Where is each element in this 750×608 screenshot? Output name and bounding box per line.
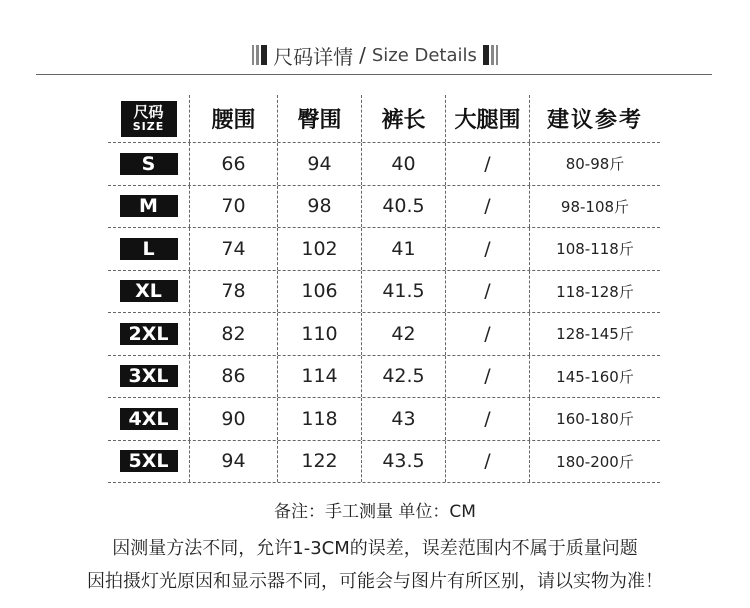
thigh-cell — [446, 313, 530, 355]
hip-cell — [278, 228, 362, 270]
thigh-cell — [446, 143, 530, 185]
right-bars-decoration — [483, 45, 498, 65]
thigh-cell-value: / — [484, 365, 491, 388]
recommendation-cell-value: 128-145斤 — [556, 325, 634, 344]
hip-cell-value: 102 — [301, 237, 338, 260]
thigh-cell-value: / — [484, 322, 491, 345]
length-cell-value: 43.5 — [382, 450, 425, 473]
thigh-cell-value: / — [484, 152, 491, 175]
hip-cell — [278, 271, 362, 313]
table-row — [108, 398, 660, 441]
recommendation-cell-value: 98-108斤 — [560, 197, 630, 216]
thigh-cell — [446, 271, 530, 313]
hip-cell-value: 106 — [301, 280, 338, 303]
length-cell-value: 41.5 — [382, 280, 425, 303]
recommendation-cell — [530, 441, 660, 483]
recommendation-cell-value: 145-160斤 — [556, 367, 634, 386]
recommendation-cell-value: 160-180斤 — [556, 410, 634, 429]
waist-cell-value: 86 — [221, 365, 246, 388]
hip-cell-value: 118 — [301, 407, 338, 430]
length-cell — [362, 398, 446, 440]
size-cell — [108, 398, 190, 440]
waist-cell — [190, 356, 278, 398]
length-cell — [362, 186, 446, 228]
size-table — [108, 95, 660, 483]
length-cell — [362, 441, 446, 483]
waist-cell — [190, 313, 278, 355]
waist-cell — [190, 143, 278, 185]
title-en: Size Details — [371, 44, 477, 66]
header-thigh: 大腿围 — [446, 95, 530, 142]
hip-cell — [278, 186, 362, 228]
size-cell — [108, 228, 190, 270]
title-divider — [36, 74, 712, 75]
note-tolerance: 因测量方法不同，允许1-3CM的误差，误差范围内不属于质量问题 — [112, 538, 638, 559]
length-cell-value: 43 — [391, 407, 416, 430]
left-bars-decoration — [252, 45, 267, 65]
waist-cell-value: 74 — [221, 237, 246, 260]
page-title — [252, 41, 498, 70]
waist-cell — [190, 186, 278, 228]
thigh-cell-value: / — [484, 407, 491, 430]
length-cell-value: 40.5 — [382, 195, 425, 218]
table-header-row — [108, 95, 660, 143]
hip-cell-value: 114 — [301, 365, 338, 388]
hip-cell-value: 98 — [307, 195, 332, 218]
hip-cell-value: 122 — [301, 450, 338, 473]
waist-cell-value: 82 — [221, 322, 246, 345]
size-badge: S — [120, 153, 178, 175]
hip-cell-value: 94 — [307, 152, 332, 175]
length-cell — [362, 143, 446, 185]
thigh-cell — [446, 441, 530, 483]
table-row — [108, 441, 660, 484]
recommendation-cell — [530, 143, 660, 185]
recommendation-cell-value: 118-128斤 — [556, 282, 634, 301]
table-row — [108, 356, 660, 399]
waist-cell — [190, 228, 278, 270]
waist-cell-value: 70 — [221, 195, 246, 218]
hip-cell — [278, 356, 362, 398]
note-measurement: 备注：手工测量 单位：CM — [274, 502, 476, 522]
table-row — [108, 271, 660, 314]
table-row — [108, 143, 660, 186]
header-hip: 臀围 — [278, 95, 362, 142]
table-row — [108, 313, 660, 356]
table-row — [108, 186, 660, 229]
size-badge: XL — [120, 280, 178, 302]
thigh-cell — [446, 228, 530, 270]
recommendation-cell — [530, 228, 660, 270]
size-badge: 3XL — [120, 365, 178, 387]
thigh-cell — [446, 186, 530, 228]
thigh-cell-value: / — [484, 280, 491, 303]
length-cell — [362, 271, 446, 313]
length-cell-value: 40 — [391, 152, 416, 175]
header-recommendation: 建议参考 — [546, 108, 643, 133]
hip-cell — [278, 398, 362, 440]
waist-cell-value: 66 — [221, 152, 246, 175]
header-length: 裤长 — [362, 95, 446, 142]
hip-cell-value: 110 — [301, 322, 338, 345]
size-badge: 2XL — [120, 323, 178, 345]
size-badge: 5XL — [120, 450, 178, 472]
hip-cell — [278, 313, 362, 355]
recommendation-cell — [530, 271, 660, 313]
thigh-cell — [446, 356, 530, 398]
hip-cell — [278, 441, 362, 483]
hip-cell — [278, 143, 362, 185]
length-cell — [362, 356, 446, 398]
size-header-en: SIZE — [132, 119, 165, 133]
length-cell-value: 42 — [391, 322, 416, 345]
thigh-cell — [446, 398, 530, 440]
waist-cell — [190, 398, 278, 440]
recommendation-cell — [530, 313, 660, 355]
recommendation-cell — [530, 356, 660, 398]
thigh-cell-value: / — [484, 450, 491, 473]
size-badge: M — [120, 195, 178, 217]
waist-cell-value: 94 — [221, 450, 246, 473]
size-cell — [108, 186, 190, 228]
recommendation-cell — [530, 186, 660, 228]
size-cell — [108, 313, 190, 355]
waist-cell — [190, 441, 278, 483]
thigh-cell-value: / — [484, 195, 491, 218]
recommendation-cell-value: 108-118斤 — [556, 240, 634, 259]
table-row — [108, 228, 660, 271]
waist-cell-value: 90 — [221, 407, 246, 430]
length-cell — [362, 313, 446, 355]
recommendation-cell — [530, 398, 660, 440]
size-cell — [108, 271, 190, 313]
size-header-badge — [121, 101, 177, 137]
title-separator: / — [359, 43, 366, 67]
thigh-cell-value: / — [484, 237, 491, 260]
length-cell — [362, 228, 446, 270]
waist-cell — [190, 271, 278, 313]
title-cn: 尺码详情 — [273, 44, 354, 69]
size-cell — [108, 441, 190, 483]
length-cell-value: 41 — [391, 237, 416, 260]
page-title-bar — [0, 38, 750, 72]
size-badge: L — [120, 238, 178, 260]
header-waist: 腰围 — [190, 95, 278, 142]
size-badge: 4XL — [120, 408, 178, 430]
length-cell-value: 42.5 — [382, 365, 425, 388]
recommendation-cell-value: 180-200斤 — [556, 452, 634, 471]
recommendation-cell-value: 80-98斤 — [565, 155, 625, 174]
note-color-disclaimer: 因拍摄灯光原因和显示器不同，可能会与图片有所区别，请以实物为准！ — [87, 571, 663, 592]
size-cell — [108, 356, 190, 398]
size-header-cn: 尺码 — [133, 102, 164, 121]
waist-cell-value: 78 — [221, 280, 246, 303]
header-size-cell — [108, 95, 190, 142]
size-cell — [108, 143, 190, 185]
